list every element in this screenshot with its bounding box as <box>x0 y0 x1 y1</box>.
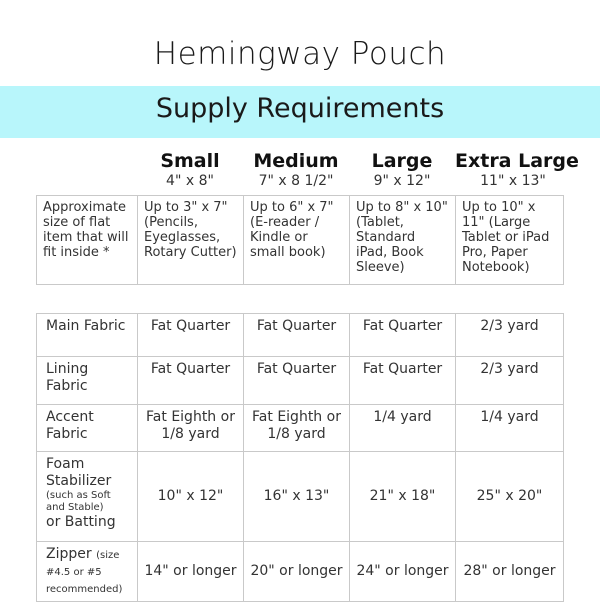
table-cell: Up to 3" x 7" (Pencils, Eyeglasses, Rotary Cutter) <box>138 196 244 285</box>
table-cell: Fat Quarter <box>244 314 350 357</box>
size-name: Large <box>371 150 433 172</box>
table-cell: 2/3 yard <box>456 357 564 405</box>
table-cell: Up to 8" x 10" (Tablet, Standard iPad, Book Sleeve) <box>350 196 456 285</box>
row-label: Main Fabric <box>37 314 138 357</box>
table-cell: Fat Quarter <box>244 357 350 405</box>
table-cell: 25" x 20" <box>456 452 564 542</box>
row-label: Lining Fabric <box>37 357 138 405</box>
page-subtitle: Supply Requirements <box>155 93 445 124</box>
size-header-small <box>137 150 243 189</box>
size-name: Small <box>160 150 220 172</box>
table-cell: Fat Quarter <box>350 357 456 405</box>
table-cell: 1/4 yard <box>350 405 456 452</box>
row-label <box>37 542 138 602</box>
row-label: Accent Fabric <box>37 405 138 452</box>
table-cell: Up to 10" x 11" (Large Tablet or iPad Pro, Paper Notebook) <box>456 196 564 285</box>
row-label-note: (such as Soft and Stable) <box>46 490 111 513</box>
table-cell: 28" or longer <box>456 542 564 602</box>
row-label: Approximate size of flat item that will fit inside * <box>37 196 138 285</box>
table-cell: 24" or longer <box>350 542 456 602</box>
row-label-text: Foam Stabilizer <box>46 456 112 489</box>
size-name: Medium <box>253 150 339 172</box>
table-cell: Fat Quarter <box>138 314 244 357</box>
size-dimensions: 9" x 12" <box>373 173 431 189</box>
table-row <box>37 196 564 285</box>
table-cell: Fat Quarter <box>138 357 244 405</box>
row-label-text: Zipper <box>46 546 92 562</box>
size-name: Extra Large <box>455 150 579 172</box>
table-row <box>37 452 564 542</box>
size-header-large <box>349 150 455 189</box>
supply-table <box>36 313 564 602</box>
size-dimensions: 7" x 8 1/2" <box>258 173 334 189</box>
table-row <box>37 405 564 452</box>
size-header-medium <box>243 150 349 189</box>
size-dimensions: 4" x 8" <box>166 173 214 189</box>
table-cell: 1/4 yard <box>456 405 564 452</box>
table-cell: 16" x 13" <box>244 452 350 542</box>
table-cell: 10" x 12" <box>138 452 244 542</box>
table-cell: Up to 6" x 7" (E-reader / Kindle or small book) <box>244 196 350 285</box>
table-row <box>37 542 564 602</box>
table-row <box>37 357 564 405</box>
row-label-note: (size #4.5 or #5 recommended) <box>46 550 123 595</box>
size-header-extra-large <box>455 150 579 189</box>
table-cell: 20" or longer <box>244 542 350 602</box>
table-cell: 14" or longer <box>138 542 244 602</box>
page-title: Hemingway Pouch <box>153 36 447 72</box>
table-cell: 2/3 yard <box>456 314 564 357</box>
table-cell: Fat Eighth or 1/8 yard <box>138 405 244 452</box>
table-cell: 21" x 18" <box>350 452 456 542</box>
row-label <box>37 452 138 542</box>
table-cell: Fat Eighth or 1/8 yard <box>244 405 350 452</box>
row-label-text-2: or Batting <box>46 514 116 530</box>
table-cell: Fat Quarter <box>350 314 456 357</box>
size-dimensions: 11" x 13" <box>480 173 546 189</box>
fit-size-table <box>36 195 564 285</box>
table-row <box>37 314 564 357</box>
